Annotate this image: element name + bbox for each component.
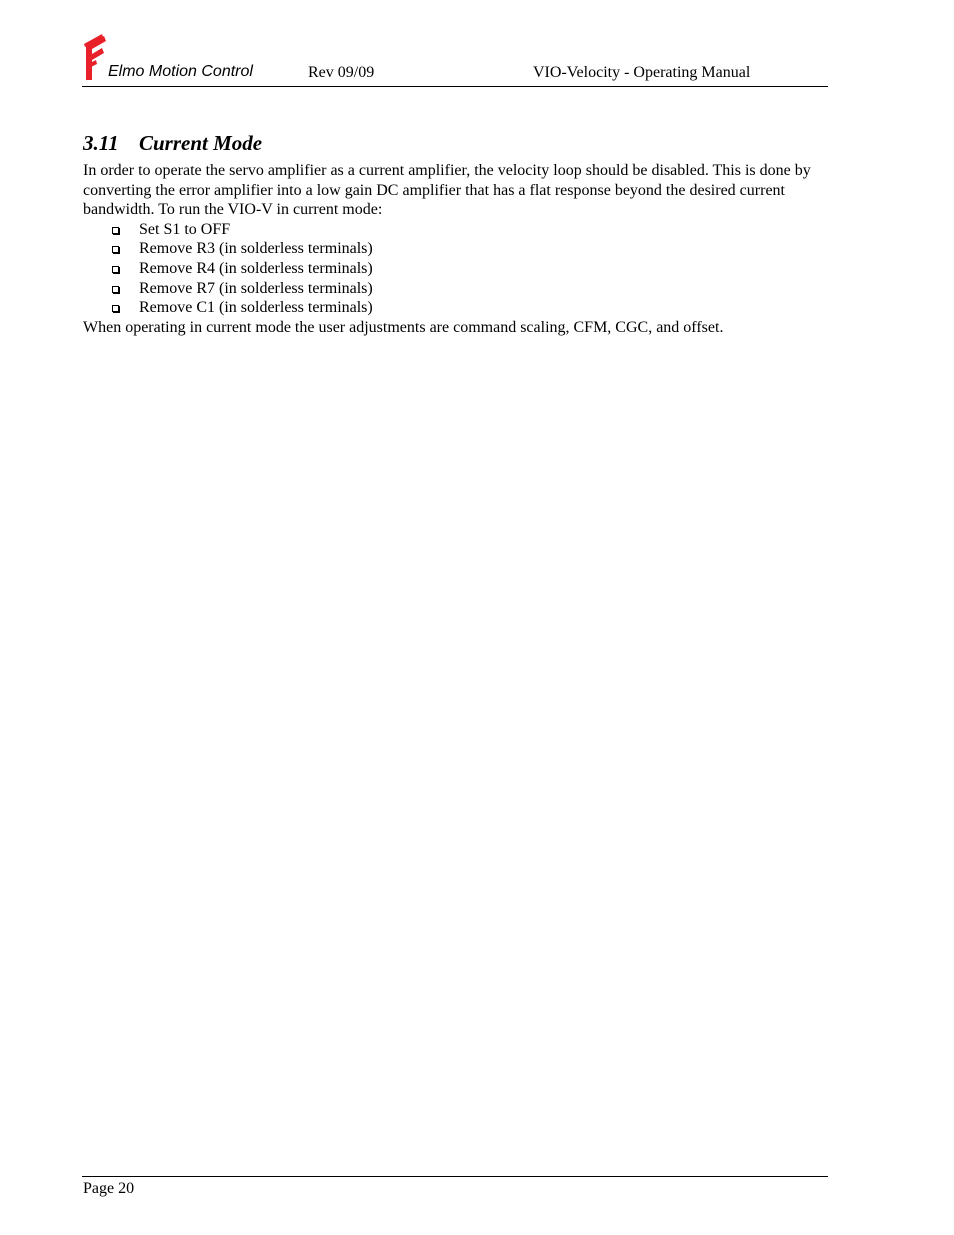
list-item-text: Remove R4 (in solderless terminals)	[139, 259, 373, 277]
hollow-square-bullet-icon	[112, 286, 119, 293]
page-footer	[82, 1176, 828, 1197]
list-item-text: Remove R7 (in solderless terminals)	[139, 279, 373, 297]
section-body	[83, 161, 828, 337]
page-header	[82, 34, 828, 87]
list-item	[83, 279, 828, 299]
hollow-square-bullet-icon	[112, 246, 119, 253]
list-item-text: Remove C1 (in solderless terminals)	[139, 299, 373, 317]
section-number: 3.11	[83, 131, 119, 155]
steps-list	[83, 220, 828, 318]
section-heading	[83, 131, 262, 156]
list-item-text: Remove R3 (in solderless terminals)	[139, 240, 373, 258]
list-item	[83, 259, 828, 279]
company-name: Elmo Motion Control	[108, 63, 253, 80]
list-item	[83, 220, 828, 240]
manual-title: VIO-Velocity - Operating Manual	[533, 64, 751, 81]
intro-paragraph: In order to operate the servo amplifier as a current amplifier, the velocity loop should be disabled. This is done by converting the error amplifier into a low gain DC amplifier that has a flat response beyond the desired current bandwidth. To run the VIO-V in current mode:	[83, 162, 811, 219]
closing-paragraph: When operating in current mode the user adjustments are command scaling, CFM, CGC, and offset.	[83, 318, 724, 336]
hollow-square-bullet-icon	[112, 266, 119, 273]
page-number: Page 20	[83, 1180, 135, 1197]
hollow-square-bullet-icon	[112, 305, 119, 312]
hollow-square-bullet-icon	[112, 227, 119, 234]
list-item	[83, 298, 828, 318]
revision-label: Rev 09/09	[308, 64, 375, 81]
list-item-text: Set S1 to OFF	[139, 220, 231, 238]
elmo-logo-icon	[82, 34, 110, 80]
list-item	[83, 239, 828, 259]
section-title: Current Mode	[139, 131, 263, 155]
